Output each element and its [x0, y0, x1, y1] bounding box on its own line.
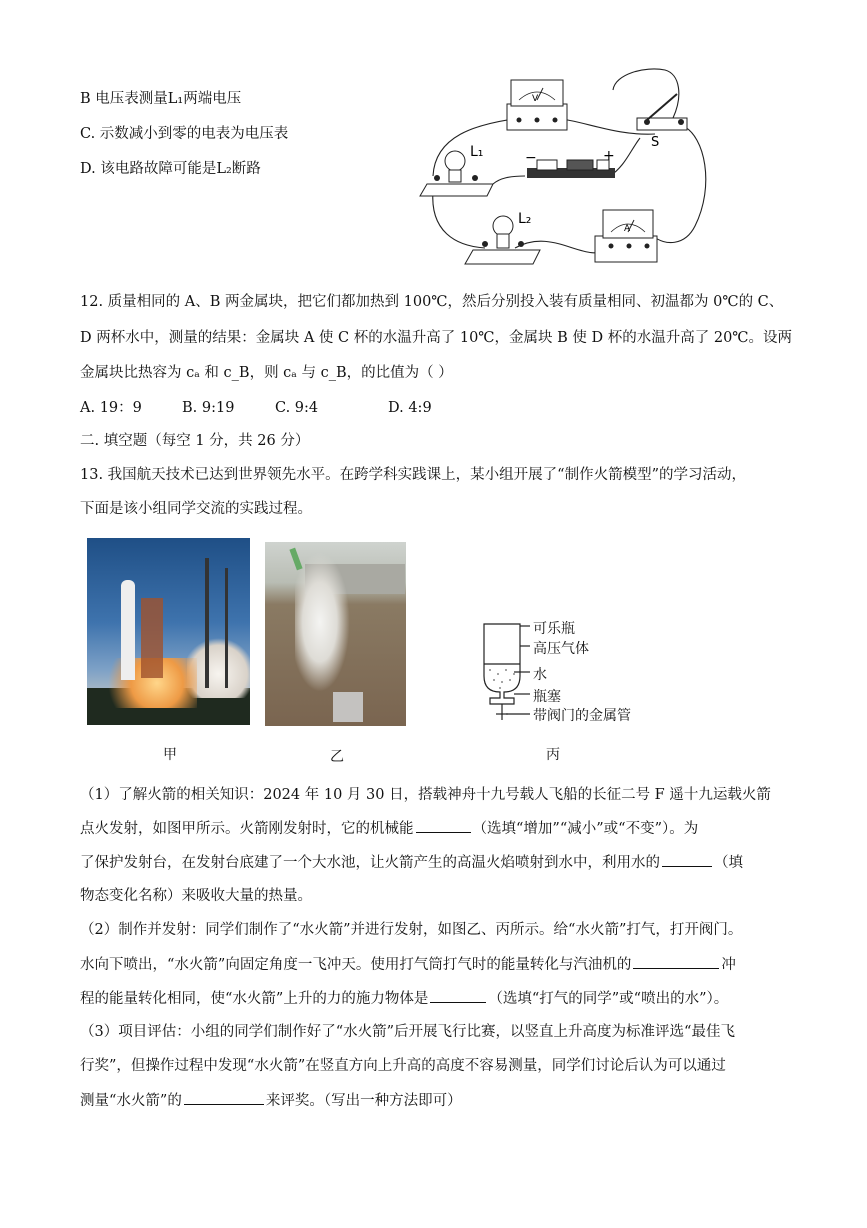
ammeter-label: A — [624, 224, 631, 234]
battery-plus: + — [603, 148, 615, 164]
wire-left-down — [433, 191, 485, 248]
part1-line-4: 物态变化名称）来吸收大量的热量。 — [80, 888, 312, 904]
part2-line-1: （2）制作并发射：同学们制作了“水火箭”并进行发射，如图乙、丙所示。给“水火箭”打气，打开阀门。 — [80, 922, 743, 938]
part1-text-c: 了保护发射台，在发射台底建了一个大水池，让火箭产生的高温火焰喷射到水中，利用水的 — [80, 855, 660, 871]
label-valve-tube: 带阀门的金属管 — [533, 708, 631, 724]
part1-line-3 — [80, 852, 743, 873]
q12-line-3: 金属块比热容为 cₐ 和 c_B，则 cₐ 与 c_B，的比值为（ ） — [80, 365, 453, 381]
part1-text-a: 点火发射，如图甲所示。火箭刚发射时，它的机械能 — [80, 821, 414, 837]
part1-line-1: （1）了解火箭的相关知识：2024 年 10 月 30 日，搭载神舟十九号载人飞船的长征二号 F 遥十九运载火箭 — [80, 787, 771, 803]
ammeter — [595, 210, 657, 262]
part2-text-a: 水向下喷出，“水火箭”向固定角度一飞冲天。使用打气筒打气时的能量转化与汽油机的 — [80, 957, 632, 973]
part3-text-a: 测量“水火箭”的 — [80, 1093, 182, 1109]
q12-option-d: D. 4:9 — [388, 400, 432, 416]
part3-line-3 — [80, 1090, 462, 1111]
part3-text-b: 来评奖。（写出一种方法即可） — [265, 1093, 462, 1109]
q12-option-a: A. 19：9 — [80, 400, 142, 416]
part1-text-d: （填 — [714, 855, 743, 871]
switch — [637, 94, 687, 130]
label-bottle: 可乐瓶 — [533, 621, 575, 637]
q12-option-c: C. 9:4 — [275, 400, 319, 416]
part3-line-1: （3）项目评估：小组的同学们制作好了“水火箭”后开展飞行比赛，以竖直上升高度为标准评选“最佳飞 — [80, 1024, 735, 1040]
blank-state-change[interactable] — [662, 852, 712, 867]
figure-bing-caption: 丙 — [546, 747, 560, 763]
wire-top-loop — [613, 69, 679, 118]
part2-line-2 — [80, 954, 736, 975]
q12-line-2: D 两杯水中，测量的结果：金属块 A 使 C 杯的水温升高了 10℃，金属块 B 使 D 杯的水温升高了 20℃。设两 — [80, 330, 793, 346]
battery — [527, 160, 615, 178]
voltmeter-label: V — [532, 94, 539, 104]
part2-text-d: （选填“打气的同学”或“喷出的水”）。 — [488, 991, 729, 1007]
q11-option-b: B 电压表测量L₁两端电压 — [80, 91, 242, 107]
blank-engine-stroke[interactable] — [633, 954, 719, 969]
q13-intro-1: 13. 我国航天技术已达到世界领先水平。在跨学科实践课上，某小组开展了“制作火箭模型”的学习活动， — [80, 467, 746, 483]
blank-mechanical-energy[interactable] — [416, 818, 471, 833]
part1-line-2 — [80, 818, 698, 839]
part2-text-c: 程的能量转化相同，使“水火箭”上升的力的施力物体是 — [80, 991, 429, 1007]
label-gas: 高压气体 — [533, 641, 589, 657]
switch-label: S — [651, 135, 660, 150]
figure-jia-caption: 甲 — [163, 747, 177, 763]
q12-line-1: 12. 质量相同的 A、B 两金属块，把它们都加热到 100℃，然后分别投入装有质量相同、初温都为 0℃的 C、 — [80, 294, 784, 310]
blank-force-source[interactable] — [430, 988, 486, 1003]
bulb-l2-label: L₂ — [518, 211, 532, 227]
voltmeter — [507, 80, 567, 130]
rocket-launch-photo — [87, 538, 250, 725]
q11-option-d: D. 该电路故障可能是L₂断路 — [80, 161, 261, 177]
part1-text-b: （选填“增加”“减小”或“不变”）。为 — [472, 821, 699, 837]
section-heading: 二. 填空题（每空 1 分，共 26 分） — [80, 433, 310, 449]
blank-measurement[interactable] — [184, 1090, 264, 1105]
battery-minus: − — [525, 150, 537, 166]
part3-line-2: 行奖”，但操作过程中发现“水火箭”在竖直方向上升高的高度不容易测量，同学们讨论后认为可以通过 — [80, 1058, 726, 1074]
q12-option-b: B. 9:19 — [182, 400, 235, 416]
part2-line-3 — [80, 988, 728, 1009]
part2-text-b: 冲 — [721, 957, 736, 973]
water-rocket-photo — [265, 542, 406, 726]
wire-l1-battery — [493, 176, 525, 184]
figure-yi-caption: 乙 — [330, 749, 344, 765]
circuit-diagram — [415, 66, 715, 276]
wire-right — [653, 126, 706, 243]
q11-option-c: C. 示数减小到零的电表为电压表 — [80, 126, 289, 142]
label-water: 水 — [533, 667, 547, 683]
label-stopper: 瓶塞 — [533, 689, 561, 705]
q13-intro-2: 下面是该小组同学交流的实践过程。 — [80, 501, 312, 517]
bulb-l1-label: L₁ — [470, 144, 484, 160]
